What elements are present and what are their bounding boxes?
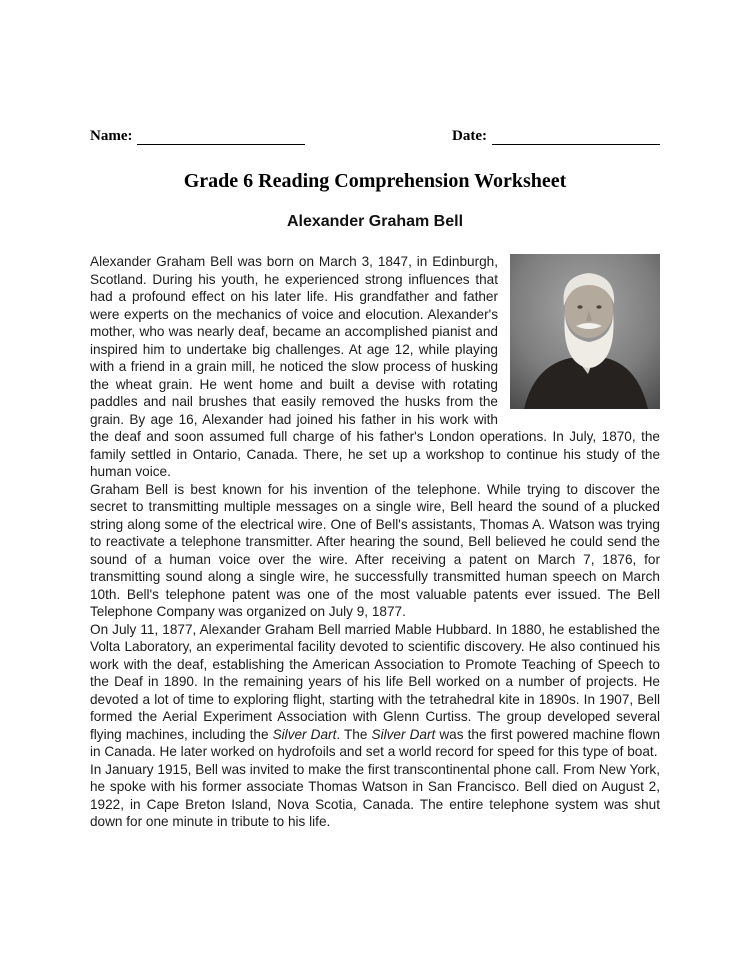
name-label: Name: — [90, 128, 133, 144]
paragraph-3-text-b: . The — [336, 726, 372, 742]
article-body — [90, 253, 660, 831]
bell-portrait-photo — [510, 254, 660, 409]
paragraph-4-text: In January 1915, Bell was invited to make the first transcontinental phone call. From New York, he spoke with his former associate Thomas Watson in San Francisco. Bell died on August 2, 1922, in Cape Breton Island, Nova Scotia, Canada. The entire telephone system was shut down for one minute in tribute to his life. — [90, 761, 660, 829]
paragraph-2 — [90, 481, 660, 621]
paragraph-1-text: Alexander Graham Bell was born on March 3, 1847, in Edinburgh, Scotland. During his youth, he experienced strong influences that had a profound effect on his later life. His grandfather and father were experts on the mechanics of voice and elocution. Alexander's mother, who was nearly deaf, became an accomplished pianist and inspired him to undertake big challenges. At age 12, while playing with a friend in a grain mill, he noticed the slow process of husking the wheat grain. He went home and built a devise with rotating paddles and nail brushes that easily removed the husks from the grain. By age 16, Alexander had joined his father in his work with the deaf and soon assumed full charge of his father's London operations. In July, 1870, the family settled in Ontario, Canada. There, he set up a workshop to continue his study of the human voice. — [90, 254, 660, 479]
name-field — [90, 128, 305, 145]
right-eye — [596, 305, 601, 309]
paragraph-3 — [90, 621, 660, 761]
paragraph-3-text-c: was the first powered machine flown in Canada. He later worked on hydrofoils and set a world record for speed for this type of boat. — [90, 726, 661, 759]
article-title: Alexander Graham Bell — [286, 213, 464, 230]
paragraph-3-text-a: On July 11, 1877, Alexander Graham Bell married Mable Hubbard. In 1880, he established the Volta Laboratory, an experimental facility devoted to scientific discovery. He also continued his work with the deaf, establishing the American Association to Promote Teaching of Speech to the Deaf in 1890. In the remaining years of his life Bell worked on a number of projects. He devoted a lot of time to exploring flight, starting with the tetrahedral kite in 1890s. In 1907, Bell formed the Aerial Experiment Association with Glenn Curtiss. The group developed several flying machines, including the — [90, 621, 660, 742]
date-label: Date: — [452, 128, 487, 144]
silver-dart-italic-1: Silver Dart — [272, 726, 337, 742]
silver-dart-italic-2: Silver Dart — [371, 726, 436, 742]
worksheet-title: Grade 6 Reading Comprehension Worksheet — [183, 170, 567, 192]
paragraph-4 — [90, 761, 660, 831]
paragraph-1 — [90, 253, 660, 481]
date-blank-line — [492, 130, 660, 145]
name-date-row — [90, 128, 660, 145]
left-eye — [577, 305, 582, 309]
paragraph-2-text: Graham Bell is best known for his invention of the telephone. While trying to discover the secret to transmitting multiple messages on a single wire, Bell heard the sound of a plucked string along some of the electrical wire. One of Bell's assistants, Thomas A. Watson was trying to reactivate a telephone transmitter. After hearing the sound, Bell believed he could send the sound of a human voice over the wire. After receiving a patent on March 7, 1876, for transmitting sound along a single wire, he successfully transmitted human speech on March 10th. Bell's telephone patent was one of the most valuable patents ever issued. The Bell Telephone Company was organized on July 9, 1877. — [90, 481, 660, 619]
name-blank-line — [137, 130, 305, 145]
date-field — [452, 128, 660, 145]
